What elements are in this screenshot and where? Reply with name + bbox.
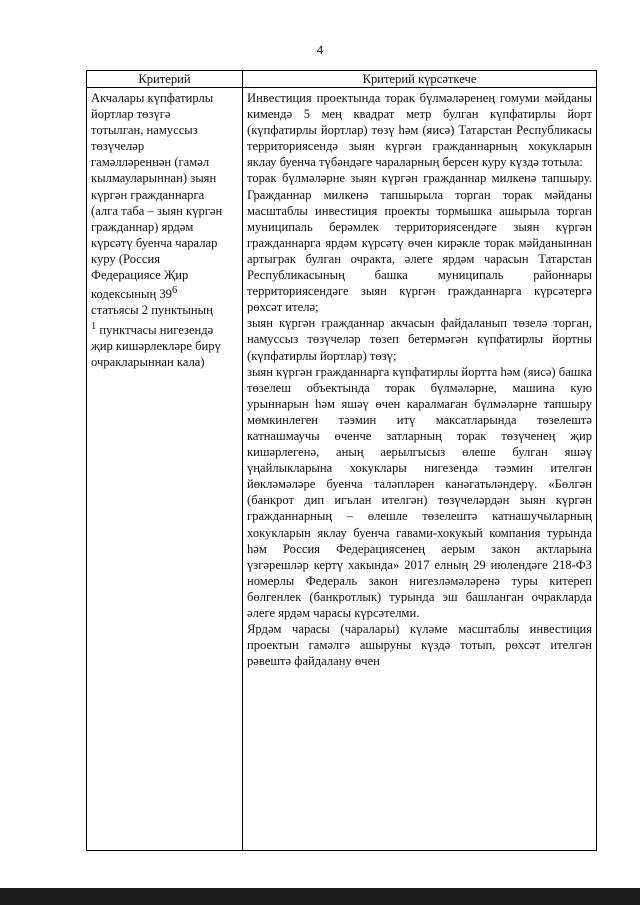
criterion-line: гражданнар) ярдәм: [91, 219, 194, 234]
indicator-paragraph: Ярдәм чарасы (чаралары) күләме масштаблы инвестиция проектын гамәлгә ашыруны күздә тотып, рөхсәт ителгән рәвештә файдалану өчен: [247, 622, 592, 669]
criterion-line: тотылган, намуссыз: [91, 123, 198, 138]
superscript: 1: [91, 320, 97, 332]
criterion-line-text: пунктчасы нигезендә: [96, 322, 214, 337]
criterion-line: күргән гражданнарга: [91, 187, 205, 202]
criterion-line: Федерациясе Җир: [91, 268, 189, 283]
indicator-paragraph: торак бүлмәләрне зыян күргән гражданнар милкенә тапшыру. Гражданнар милкенә тапшырыла торган торак мәйданы масштаблы инвестиция проекты тормышка ашырыла торган муниципаль берәмлек территориясендәге зыян күргән гражданнарга ярдәм күрсәтү өчен кирәкле торак мәйданыннан артыграк булган очракта, әлеге ярдәм чарасын Татарстан Республикасының башка муниципаль районнары территориясендәге зыян күргән гражданнарга күрсәтергә рөхсәт ителә;: [247, 171, 592, 315]
page-number: 4: [316, 42, 324, 57]
criterion-line: [91, 283, 238, 302]
criterion-line: куру (Россия: [91, 251, 161, 266]
indicator-cell: [243, 88, 597, 851]
superscript: 6: [171, 285, 178, 297]
criterion-line-text: кодексының 39: [91, 287, 172, 302]
criterion-line: (алга таба – зыян күргән: [91, 203, 223, 218]
criterion-cell: [87, 88, 243, 851]
indicator-paragraph: зыян күргән гражданнар акчасын файдаланып төзелә торган, намуссыз төзүчеләр төзеп бетермәгән күпфатирлы йортны (күпфатирлы йортлар) төзү;: [247, 316, 592, 363]
criteria-table: [86, 70, 597, 851]
header-criterion-indicator: Критерий күрсәткече: [243, 71, 597, 88]
scan-edge-bar: [0, 888, 640, 905]
criterion-line: күрсәтү буенча чаралар: [91, 235, 218, 250]
criterion-line: гамәлләреннән (гамәл: [91, 155, 210, 170]
table-header-row: [87, 71, 597, 88]
criterion-line: төзүчеләр: [91, 139, 145, 154]
table-row: [87, 88, 597, 851]
indicator-paragraph: Инвестиция проектында торак бүлмәләренең гомуми мәйданы кимендә 5 мең квадрат метр булган күпфатирлы йорт (күпфатирлы йортлар) төзү һәм (яисә) Татарстан Республикасы территориясендә зыян күргән гражданнарның хокукларын яклау буенча түбәндәге чараларның берсен куру күздә тотыла:: [247, 91, 592, 170]
criterion-line: кылмауларыннан) зыян: [91, 171, 217, 186]
criterion-line: йортлар төзүгә: [91, 107, 171, 122]
criterion-line: [91, 319, 238, 338]
criterion-line: статьясы 2 пунктының: [91, 303, 213, 318]
criterion-line: Акчалары күпфатирлы: [91, 91, 214, 105]
header-criterion: Критерий: [87, 71, 243, 88]
indicator-paragraph: зыян күргән гражданнарга күпфатирлы йортта һәм (яисә) башка төзелеш объектында торак бүлмәләрне, машина кую урыннарын һәм яшәү өчен каралмаган бүлмәләрне тапшыру мөмкинлеген тәэмин итү максатларында төзелештә катнашмаучы өченче затларның торак төзүченең җир кишәрлегенә, аның аерылгысыз өлеше булган яшәү үңайлыкларына хокуклары нигезендә тәэмин ителгән йөкләмәләре буенча таләпләрен канәгатьләндерү. «Бөлгән (банкрот дип игълан ителгән) төзүчеләрдән зыян күргән гражданнарның – өлешле төзелештә катнашучыларның хокукларын яклау буенча гавами-хокукый компания турында һәм Россия Федерациясенең аерым закон актларына үзгәрешләр кертү хакында» 2017 елның 29 июлендәге 218-ФЗ номерлы Федераль закон нигезләмәләренә туры китереп бөлгенлек (банкротлык) турында эш башланган очракларда әлеге ярдәм чарасы күрсәтелми.: [247, 364, 592, 620]
criterion-line: җир кишәрлекләре бирү: [91, 338, 221, 353]
criterion-line: очракларыннан кала): [91, 354, 205, 369]
